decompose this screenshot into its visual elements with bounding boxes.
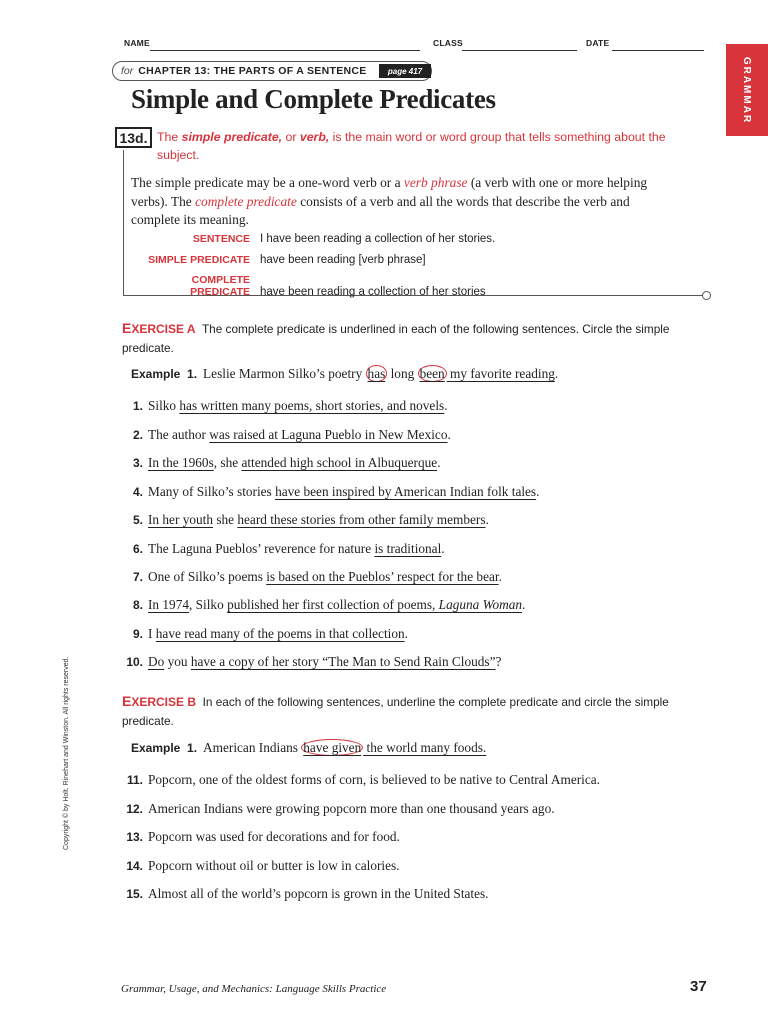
exercise-item[interactable]: 1. Silko has written many poems, short stories, and novels. [132, 398, 448, 413]
date-field-line[interactable] [612, 50, 704, 51]
definition-row: COMPLETE PREDICATE have been reading a collection of her stories [190, 274, 486, 298]
exercise-b-example: Example 1. American Indians have given the world many foods. [131, 740, 487, 755]
exercise-item[interactable]: 15. Almost all of the world’s popcorn is grown in the United States. [126, 886, 489, 901]
class-field-line[interactable] [462, 50, 577, 51]
exercise-item[interactable]: 3. In the 1960s, she attended high school in Albuquerque. [132, 455, 441, 470]
exercise-a-heading: EXERCISE A The complete predicate is underlined in each of the following sentences. Circle the simple predicate. [122, 320, 670, 355]
exercise-item[interactable]: 11. Popcorn, one of the oldest forms of corn, is believed to be native to Central America. [126, 772, 600, 787]
exercise-item[interactable]: 12. American Indians were growing popcorn more than one thousand years ago. [126, 801, 555, 816]
footer-title: Grammar, Usage, and Mechanics: Language Skills Practice [121, 983, 387, 995]
rule-text: The simple predicate, or verb, is the main word or word group that tells something about the subject. [157, 130, 666, 162]
chapter-title: CHAPTER 13: THE PARTS OF A SENTENCE [138, 65, 367, 77]
rule-number: 13d. [115, 127, 152, 148]
exercise-b-heading: EXERCISE B In each of the following sentences, underline the complete predicate and circle the simple predicate. [122, 693, 669, 728]
for-text: for [121, 65, 134, 77]
rule-end-dot [702, 291, 711, 300]
exercise-item[interactable]: 13. Popcorn was used for decorations and for food. [126, 829, 400, 844]
exercise-a-example: Example 1. Leslie Marmon Silko’s poetry has long been my favorite reading. [131, 366, 559, 381]
class-label: CLASS [433, 38, 463, 48]
exercise-item[interactable]: 7. One of Silko’s poems is based on the Pueblos’ respect for the bear. [132, 569, 502, 584]
name-label: NAME [124, 38, 150, 48]
exercise-item[interactable]: 10. Do you have a copy of her story “The Man to Send Rain Clouds”? [126, 654, 502, 669]
exercise-item[interactable]: 8. In 1974, Silko published her first collection of poems, Laguna Woman. [132, 597, 526, 612]
explanation-paragraph: The simple predicate may be a one-word verb or a verb phrase (a verb with one or more helping verbs). The complete predicate consists of a verb and all the words that describe the verb and complete its meaning. [131, 175, 648, 227]
grammar-side-tab: GRAMMAR [726, 44, 768, 136]
name-field-line[interactable] [150, 50, 420, 51]
definition-row: SENTENCE I have been reading a collection of her stories. [192, 233, 496, 245]
exercise-item[interactable]: 6. The Laguna Pueblos’ reverence for nature is traditional. [132, 541, 445, 556]
exercise-item[interactable]: 2. The author was raised at Laguna Pueblo in New Mexico. [132, 427, 451, 442]
page-title: Simple and Complete Predicates [131, 84, 496, 114]
exercise-item[interactable]: 4. Many of Silko’s stories have been inspired by American Indian folk tales. [132, 484, 540, 499]
page-number: 37 [690, 978, 707, 995]
date-label: DATE [586, 38, 610, 48]
exercise-item[interactable]: 14. Popcorn without oil or butter is low in calories. [126, 858, 400, 873]
page-reference: page 417 [379, 64, 431, 78]
exercise-item[interactable]: 9. I have read many of the poems in that collection. [132, 626, 408, 641]
definition-row: SIMPLE PREDICATE have been reading [verb phrase] [148, 254, 426, 266]
box-left-rule [123, 150, 124, 296]
copyright-notice: Copyright © by Holt, Rinehart and Winston. All rights reserved. [63, 656, 70, 850]
exercise-item[interactable]: 5. In her youth she heard these stories from other family members. [132, 512, 489, 527]
